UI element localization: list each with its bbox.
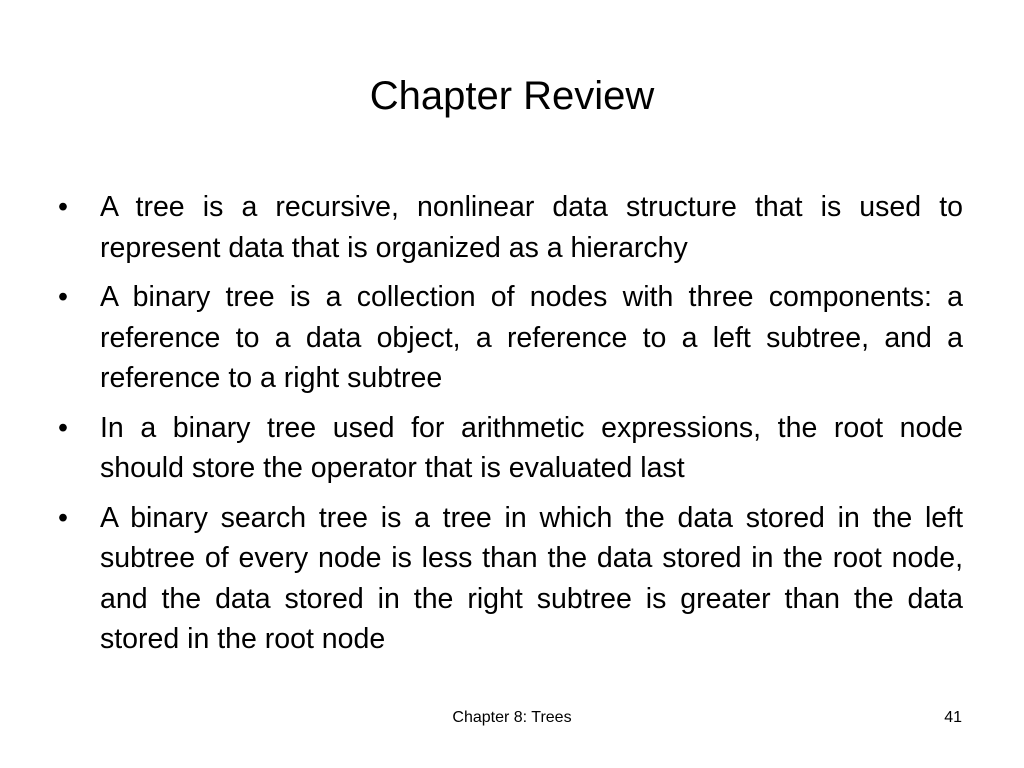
bullet-icon: • [58, 411, 68, 444]
bullet-item [58, 498, 963, 660]
bullet-text: A binary search tree is a tree in which the data stored in the left subtree of every node is less than the data stored in the root node, and the data stored in the right subtree is greater than the data stored in the root node [100, 501, 963, 655]
bullet-text: A tree is a recursive, nonlinear data structure that is used to represent data that is organized as a hierarchy [100, 191, 963, 264]
bullet-list [58, 187, 963, 669]
bullet-item [58, 277, 963, 399]
bullet-text: A binary tree is a collection of nodes with three components: a reference to a data object, a reference to a left subtree, and a reference to a right subtree [100, 281, 963, 394]
bullet-text: In a binary tree used for arithmetic expressions, the root node should store the operator that is evaluated last [100, 411, 963, 484]
bullet-item [58, 187, 963, 268]
bullet-item [58, 408, 963, 489]
bullet-icon: • [58, 191, 68, 223]
bullet-icon: • [58, 501, 68, 534]
footer-chapter: Chapter 8: Trees [452, 709, 572, 726]
slide-title: Chapter Review [369, 74, 655, 118]
bullet-icon: • [58, 281, 68, 313]
page-number: 41 [944, 709, 962, 726]
